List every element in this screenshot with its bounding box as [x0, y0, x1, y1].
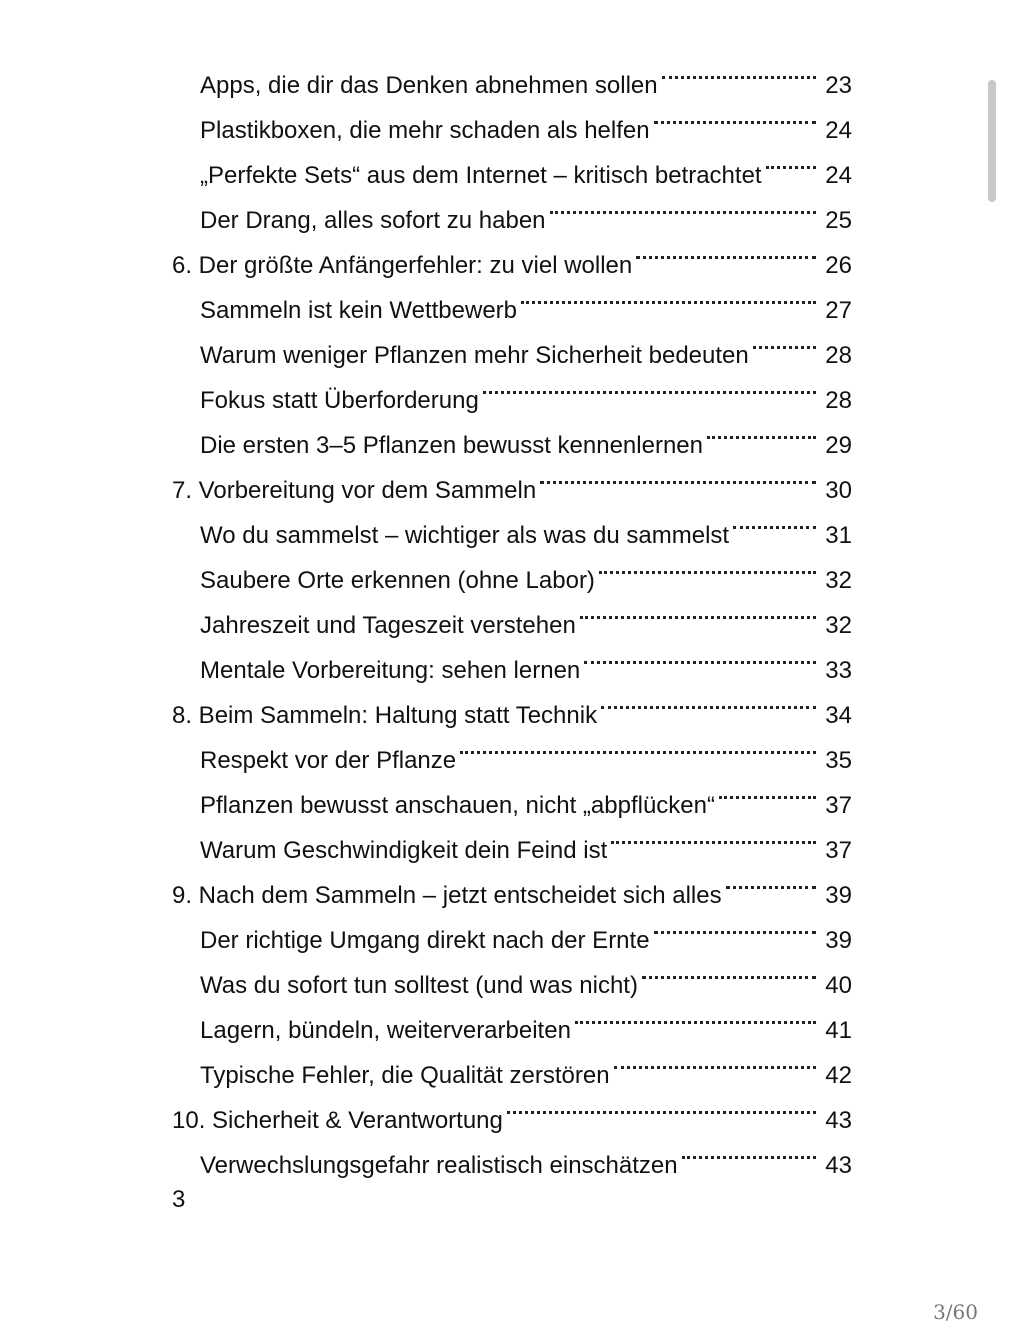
toc-dot-leader — [575, 993, 816, 1038]
toc-entry-title: 10. Sicherheit & Verantwortung — [172, 1107, 503, 1134]
table-of-contents — [172, 48, 852, 1179]
toc-entry-page: 25 — [825, 207, 852, 234]
toc-entry-page: 28 — [825, 342, 852, 369]
toc-entry-title: „Perfekte Sets“ aus dem Internet – kritisch betrachtet — [200, 162, 762, 189]
toc-entry-title: Was du sofort tun solltest (und was nicht) — [200, 972, 638, 999]
toc-dot-leader — [719, 768, 816, 813]
toc-entry-page: 42 — [825, 1062, 852, 1089]
toc-entry-title: 6. Der größte Anfängerfehler: zu viel wollen — [172, 252, 633, 279]
toc-entry-page: 24 — [825, 117, 852, 144]
toc-entry-title: 9. Nach dem Sammeln – jetzt entscheidet sich alles — [172, 882, 722, 909]
toc-entry-page: 40 — [825, 972, 852, 999]
toc-entry-page: 39 — [825, 882, 852, 909]
toc-dot-leader — [766, 138, 816, 183]
toc-dot-leader — [654, 93, 816, 138]
toc-dot-leader — [753, 318, 816, 363]
toc-entry-title: Saubere Orte erkennen (ohne Labor) — [200, 567, 595, 594]
toc-dot-leader — [521, 273, 816, 318]
toc-section-entry[interactable] — [172, 48, 852, 99]
toc-dot-leader — [611, 813, 816, 858]
toc-entry-page: 26 — [825, 252, 852, 279]
toc-entry-title: Warum Geschwindigkeit dein Feind ist — [200, 837, 608, 864]
toc-dot-leader — [636, 228, 816, 273]
toc-entry-title: Warum weniger Pflanzen mehr Sicherheit bedeuten — [200, 342, 749, 369]
toc-dot-leader — [654, 903, 816, 948]
toc-dot-leader — [733, 498, 816, 543]
toc-entry-title: Pflanzen bewusst anschauen, nicht „abpflücken“ — [200, 792, 715, 819]
toc-entry-title: Die ersten 3–5 Pflanzen bewusst kennenlernen — [200, 432, 703, 459]
toc-entry-page: 30 — [825, 477, 852, 504]
toc-dot-leader — [540, 453, 816, 498]
toc-dot-leader — [707, 408, 816, 453]
toc-dot-leader — [726, 858, 816, 903]
toc-entry-page: 37 — [825, 837, 852, 864]
toc-entry-title: Mentale Vorbereitung: sehen lernen — [200, 657, 581, 684]
toc-entry-page: 43 — [825, 1107, 852, 1134]
toc-entry-title: Verwechslungsgefahr realistisch einschätzen — [200, 1152, 678, 1179]
toc-entry-title: Sammeln ist kein Wettbewerb — [200, 297, 518, 324]
scrollbar-thumb[interactable] — [988, 80, 996, 202]
toc-entry-title: Der Drang, alles sofort zu haben — [200, 207, 546, 234]
toc-dot-leader — [580, 588, 816, 633]
toc-entry-page: 27 — [825, 297, 852, 324]
toc-dot-leader — [507, 1083, 816, 1128]
toc-dot-leader — [682, 1128, 816, 1173]
toc-entry-title: Jahreszeit und Tageszeit verstehen — [200, 612, 576, 639]
toc-entry-title: Der richtige Umgang direkt nach der Ernte — [200, 927, 650, 954]
toc-dot-leader — [614, 1038, 816, 1083]
toc-entry-page: 37 — [825, 792, 852, 819]
toc-entry-title: Wo du sammelst – wichtiger als was du sammelst — [200, 522, 730, 549]
toc-entry-page: 35 — [825, 747, 852, 774]
toc-entry-page: 24 — [825, 162, 852, 189]
toc-entry-page: 23 — [825, 72, 852, 99]
page-indicator: 3/60 — [933, 1300, 978, 1324]
toc-entry-title: 7. Vorbereitung vor dem Sammeln — [172, 477, 537, 504]
toc-dot-leader — [584, 633, 816, 678]
toc-entry-page: 32 — [825, 612, 852, 639]
toc-entry-title: Fokus statt Überforderung — [200, 387, 479, 414]
toc-dot-leader — [601, 678, 816, 723]
toc-dot-leader — [483, 363, 816, 408]
toc-dot-leader — [662, 48, 816, 93]
toc-entry-title: Respekt vor der Pflanze — [200, 747, 457, 774]
toc-entry-page: 28 — [825, 387, 852, 414]
toc-entry-page: 43 — [825, 1152, 852, 1179]
toc-entry-page: 39 — [825, 927, 852, 954]
toc-entry-title: Plastikboxen, die mehr schaden als helfen — [200, 117, 650, 144]
page-number: 3 — [172, 1186, 186, 1213]
toc-entry-page: 29 — [825, 432, 852, 459]
toc-entry-page: 41 — [825, 1017, 852, 1044]
toc-entry-page: 34 — [825, 702, 852, 729]
toc-entry-title: 8. Beim Sammeln: Haltung statt Technik — [172, 702, 598, 729]
toc-entry-title: Apps, die dir das Denken abnehmen sollen — [200, 72, 658, 99]
toc-entry-title: Lagern, bündeln, weiterverarbeiten — [200, 1017, 571, 1044]
toc-entry-page: 31 — [825, 522, 852, 549]
toc-dot-leader — [460, 723, 816, 768]
toc-entry-page: 33 — [825, 657, 852, 684]
toc-dot-leader — [642, 948, 816, 993]
toc-entry-page: 32 — [825, 567, 852, 594]
toc-dot-leader — [599, 543, 816, 588]
toc-entry-title: Typische Fehler, die Qualität zerstören — [200, 1062, 610, 1089]
toc-dot-leader — [550, 183, 816, 228]
